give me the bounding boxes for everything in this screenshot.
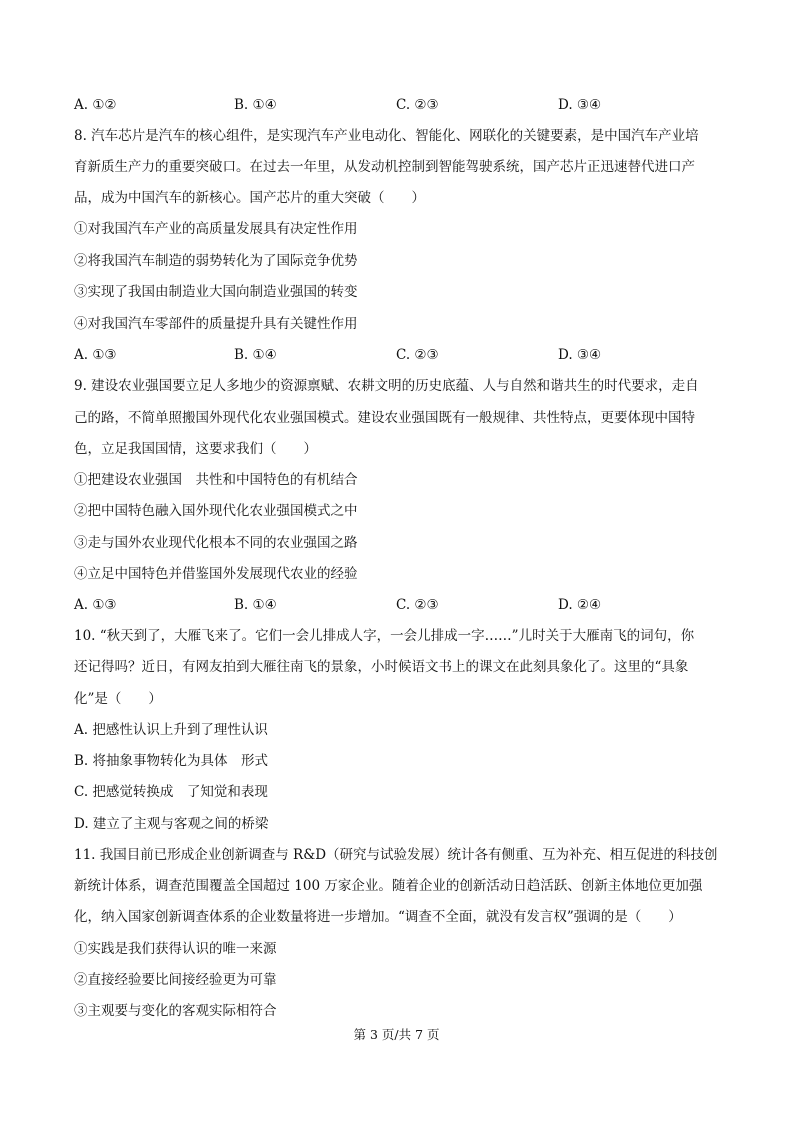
q8-option-b: B. ①④: [234, 347, 277, 363]
page-number: 第 3 页/共 7 页: [353, 1027, 440, 1042]
q10-stem-line-1: 10. “秋天到了，大雁飞来了。它们一会儿排成人字，一会儿排成一字……”儿时关于大雁南飞的词句，你: [74, 628, 695, 644]
q10-choice-a: A. 把感性认识上升到了理性认识: [74, 722, 268, 738]
q9-option-b: B. ①④: [234, 597, 277, 613]
q8-statement-1: ①对我国汽车产业的高质量发展具有决定性作用: [74, 221, 358, 237]
q11-stem-line-3: 化，纳入国家创新调查体系的企业数量将进一步增加。“调查不全面，就没有发言权”强调的是（ ）: [74, 909, 682, 925]
q9-stem-line-2: 己的路，不简单照搬国外现代化农业强国模式。建设农业强国既有一般规律、共性特点，更要体现中国特: [74, 410, 695, 426]
q8-option-d: D. ③④: [558, 347, 602, 363]
q9-statement-1: ①把建设农业强国 共性和中国特色的有机结合: [74, 472, 358, 488]
q9-stem-line-3: 色，立足我国国情，这要求我们（ ）: [74, 441, 317, 457]
q9-options: [74, 595, 724, 615]
q8-stem-line-2: 育新质生产力的重要突破口。在过去一年里，从发动机控制到智能驾驶系统，国产芯片正迅速替代进口产: [74, 159, 695, 175]
q8-statement-2: ②将我国汽车制造的弱势转化为了国际竞争优势: [74, 253, 358, 269]
q11-stem-line-2: 新统计体系，调查范围覆盖全国超过 100 万家企业。随着企业的创新活动日趋活跃、创新主体地位更加强: [74, 878, 703, 894]
q9-statement-3: ③走与国外农业现代化根本不同的农业强国之路: [74, 535, 358, 551]
q11-stem-line-1: 11. 我国目前已形成企业创新调查与 R&D（研究与试验发展）统计各有侧重、互为补充、相互促进的科技创: [74, 847, 718, 863]
q10-stem-line-2: 还记得吗？近日，有网友拍到大雁往南飞的景象，小时候语文书上的课文在此刻具象化了。这里的“具象: [74, 659, 689, 675]
q8-stem-line-3: 品，成为中国汽车的新核心。国产芯片的重大突破（ ）: [74, 190, 425, 206]
q7-option-b: B. ①④: [234, 97, 277, 113]
q9-option-a: A. ①③: [74, 597, 117, 613]
q11-statement-3: ③主观要与变化的客观实际相符合: [74, 1003, 277, 1019]
q9-option-d: D. ②④: [558, 597, 602, 613]
q8-option-c: C. ②③: [396, 347, 439, 363]
q9-statement-2: ②把中国特色融入国外现代化农业强国模式之中: [74, 503, 358, 519]
q11-statement-2: ②直接经验要比间接经验更为可靠: [74, 972, 277, 988]
q8-options: [74, 345, 724, 365]
q9-option-c: C. ②③: [396, 597, 439, 613]
q7-options: [74, 95, 724, 115]
q9-stem-line-1: 9. 建设农业强国要立足人多地少的资源禀赋、农耕文明的历史底蕴、人与自然和谐共生的时代要求，走自: [74, 378, 699, 394]
q8-stem-line-1: 8. 汽车芯片是汽车的核心组件，是实现汽车产业电动化、智能化、网联化的关键要素，是中国汽车产业培: [74, 128, 699, 144]
q8-statement-3: ③实现了我国由制造业大国向制造业强国的转变: [74, 284, 358, 300]
q10-choice-c: C. 把感觉转换成 了知觉和表现: [74, 784, 268, 800]
q11-statement-1: ①实践是我们获得认识的唯一来源: [74, 941, 277, 957]
q7-option-c: C. ②③: [396, 97, 439, 113]
q7-option-d: D. ③④: [558, 97, 602, 113]
q8-statement-4: ④对我国汽车零部件的质量提升具有关键性作用: [74, 316, 358, 332]
q10-choice-b: B. 将抽象事物转化为具体 形式: [74, 753, 269, 769]
q9-statement-4: ④立足中国特色并借鉴国外发展现代农业的经验: [74, 566, 358, 582]
q10-stem-line-3: 化”是（ ）: [74, 691, 162, 707]
q8-option-a: A. ①③: [74, 347, 117, 363]
q7-option-a: A. ①②: [74, 97, 117, 113]
q10-choice-d: D. 建立了主观与客观之间的桥梁: [74, 816, 269, 832]
